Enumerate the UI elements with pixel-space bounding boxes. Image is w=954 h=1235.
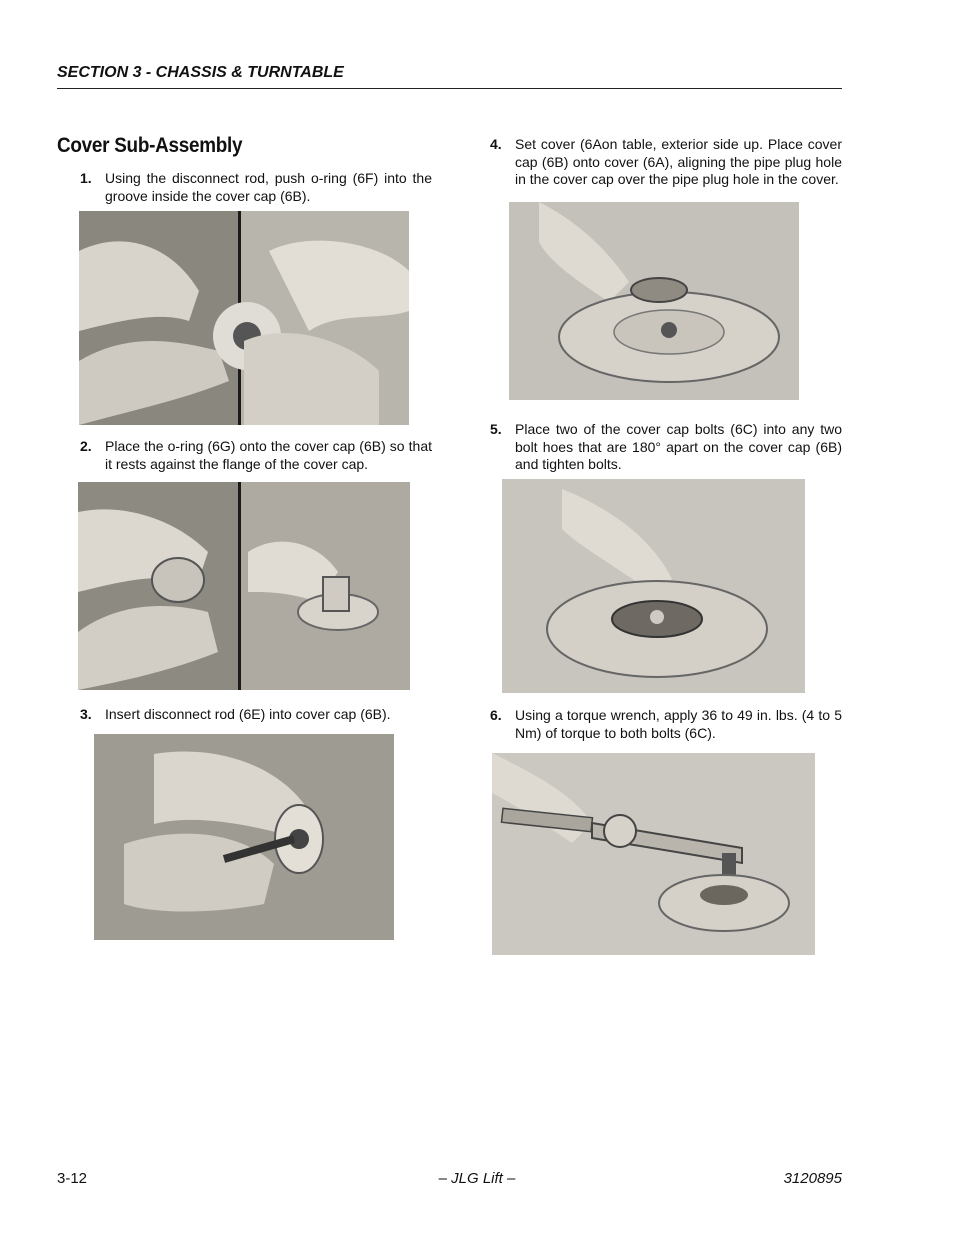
step-number: 6. [490, 707, 502, 723]
step-text: Place the o-ring (6G) onto the cover cap (6B) so that it rests against the flange of the cover cap. [105, 438, 432, 472]
step-number: 3. [80, 706, 92, 722]
step-3 [80, 706, 432, 724]
step-number: 4. [490, 136, 502, 152]
photo-step-2 [78, 482, 410, 690]
step-6 [490, 707, 842, 742]
photo-step-4 [509, 202, 799, 400]
step-number: 5. [490, 421, 502, 437]
step-number: 2. [80, 438, 92, 454]
step-number: 1. [80, 170, 92, 186]
document-number: 3120895 [783, 1170, 842, 1187]
page-number: 3-12 [57, 1170, 88, 1187]
step-text: Insert disconnect rod (6E) into cover cap (6B). [105, 706, 391, 722]
photo-step-3 [94, 734, 394, 940]
step-text: Set cover (6Aon table, exterior side up. Place cover cap (6B) onto cover (6A), aligning the pipe plug hole in the cover cap over the pipe plug hole in the cover. [515, 136, 842, 187]
step-4 [490, 136, 842, 189]
photo-step-1 [79, 211, 409, 425]
step-text: Place two of the cover cap bolts (6C) into any two bolt hoes that are 180° apart on the cover cap (6B) and tighten bolts. [515, 421, 842, 472]
footer-center: – JLG Lift – [438, 1170, 516, 1187]
step-text: Using the disconnect rod, push o-ring (6F) into the groove inside the cover cap (6B). [105, 170, 432, 204]
step-5 [490, 421, 842, 474]
step-text: Using a torque wrench, apply 36 to 49 in. lbs. (4 to 5 Nm) of torque to both bolts (6C). [515, 707, 842, 741]
photo-step-6 [492, 753, 815, 955]
section-header: SECTION 3 - CHASSIS & TURNTABLE [57, 64, 842, 89]
page-title: Cover Sub-Assembly [57, 134, 243, 157]
step-2 [80, 438, 432, 473]
step-1 [80, 170, 432, 205]
photo-step-5 [502, 479, 805, 693]
